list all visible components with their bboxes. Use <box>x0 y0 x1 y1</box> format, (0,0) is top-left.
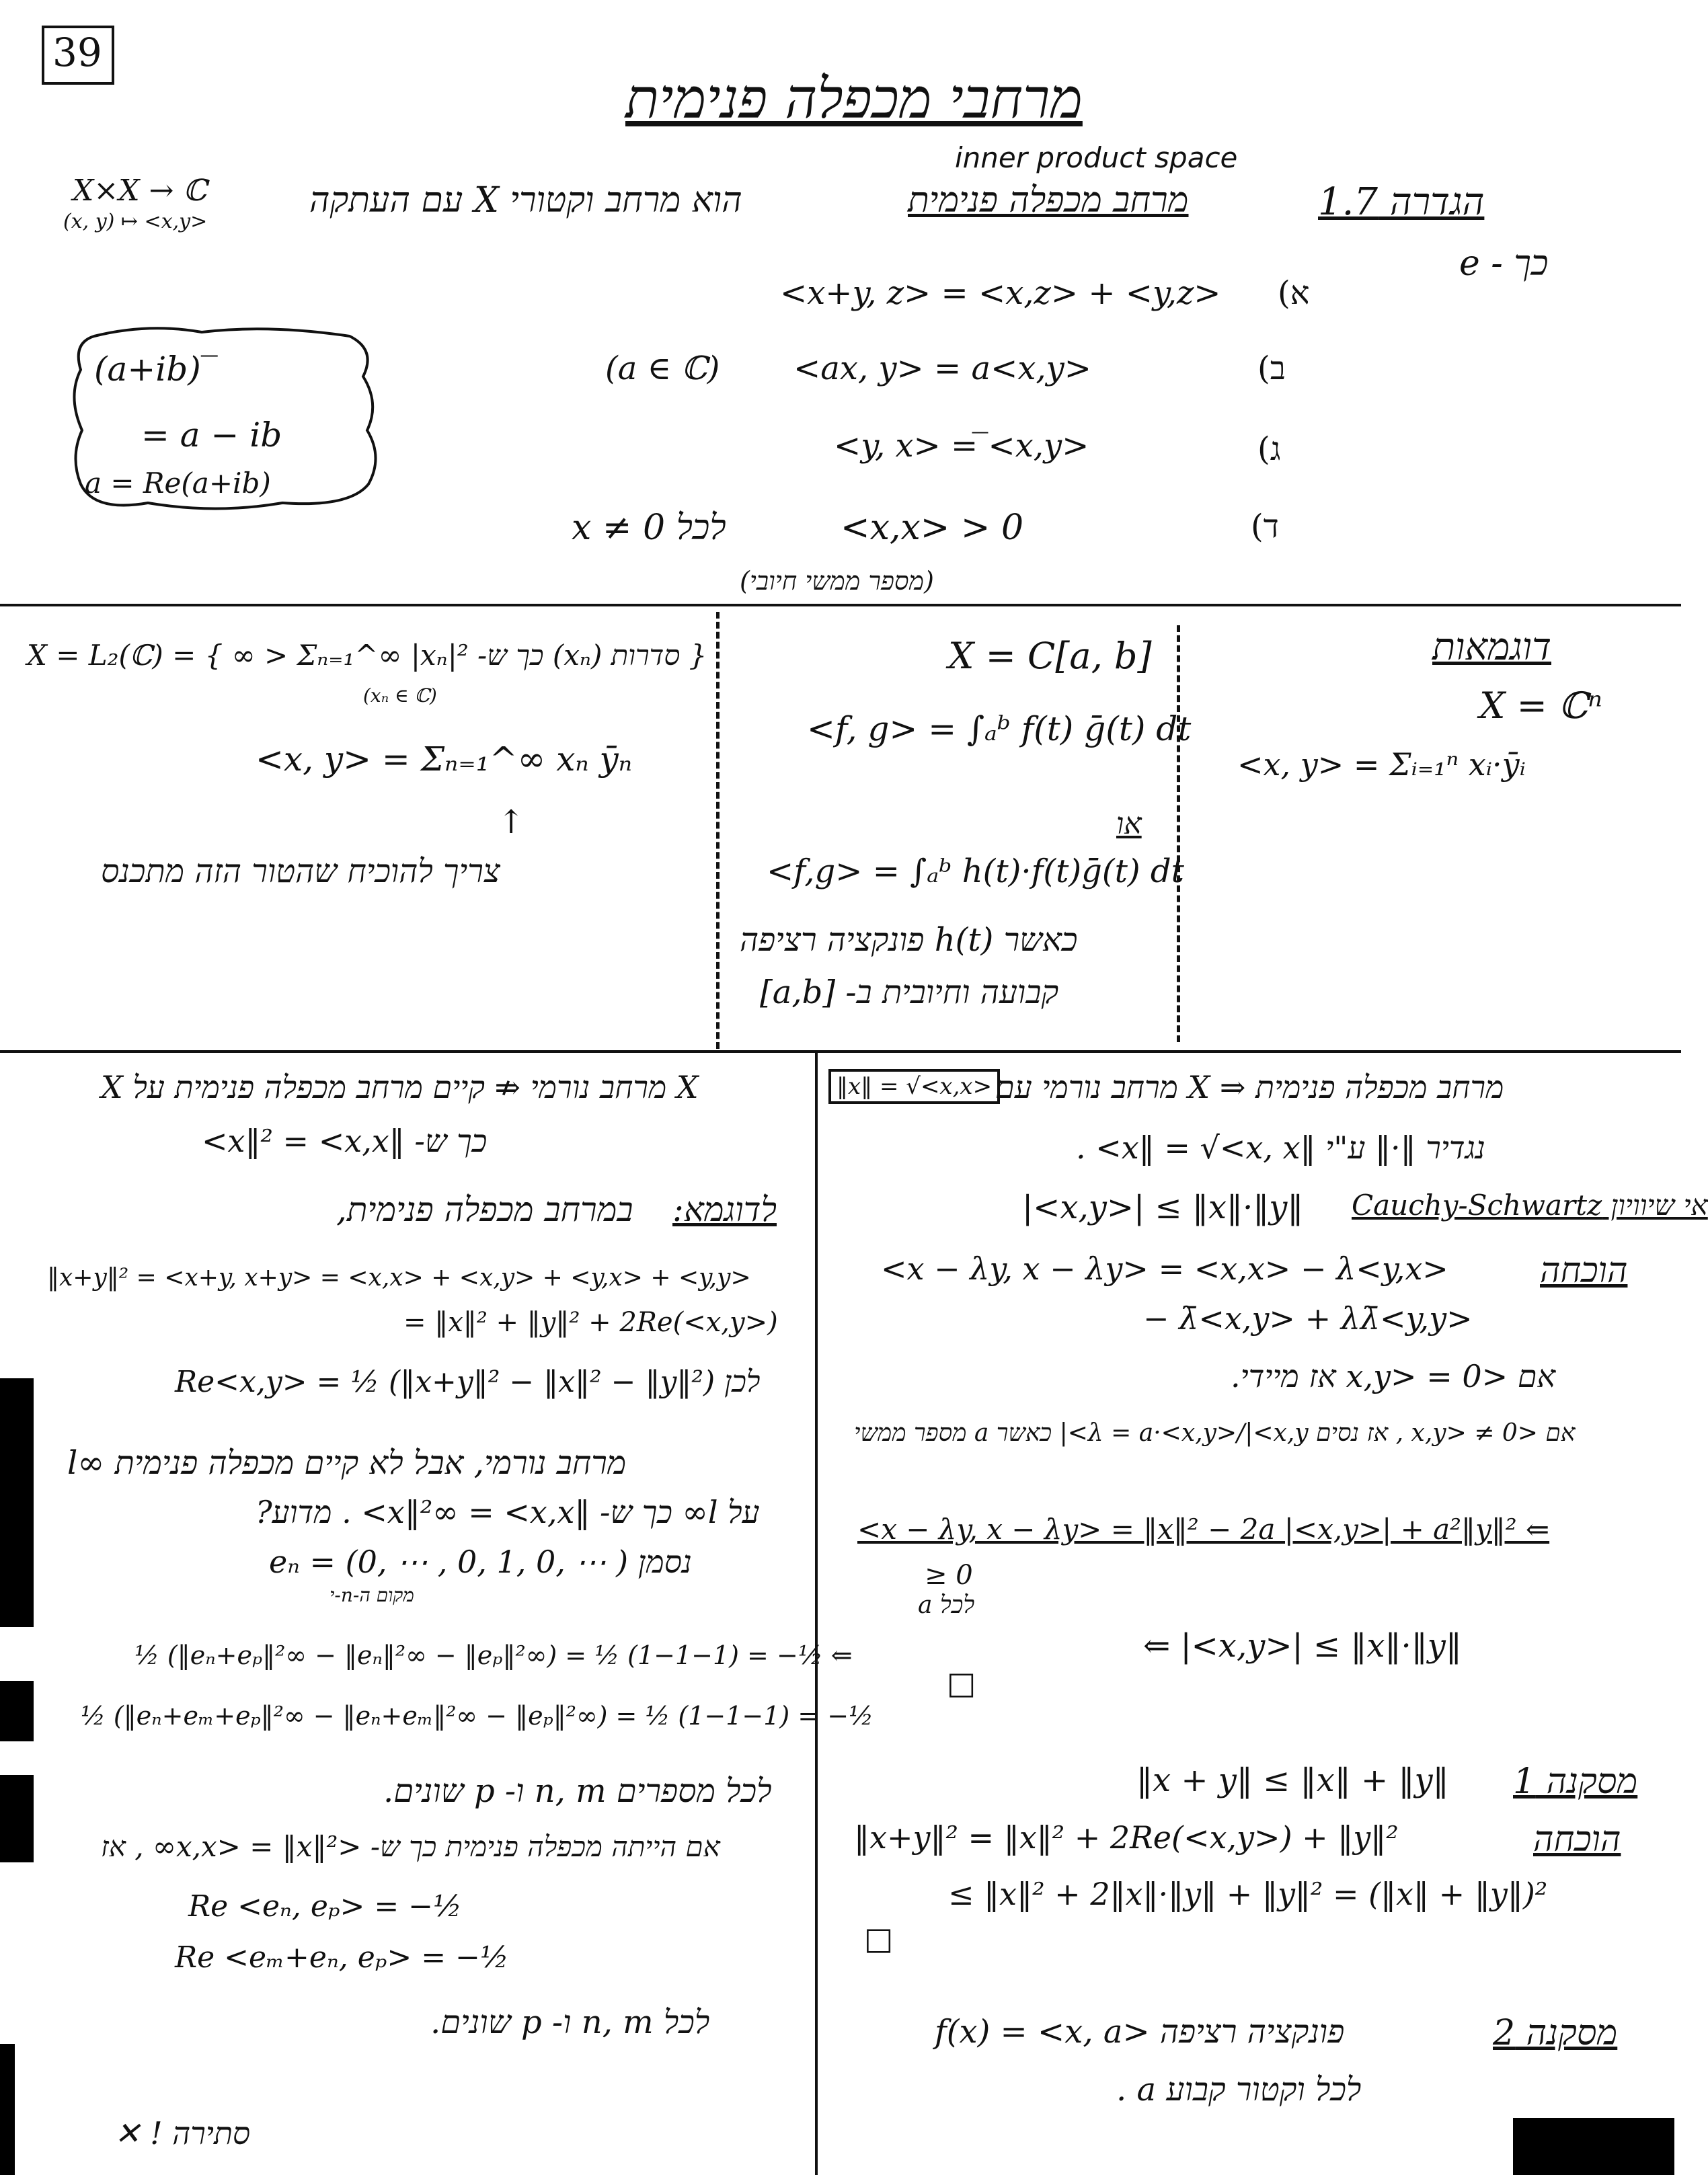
ex3-arrow: ↑ <box>498 803 525 841</box>
lc-e5: על l∞ כך ש- ‖x‖²∞ = <x,x> . מדוע? <box>256 1494 760 1530</box>
lc-e14: סתירה ! ✕ <box>114 2115 251 2151</box>
ex3-note: צריך להוכיח שהטור הזה מתכנס <box>101 853 500 890</box>
definition-label: הגדרה 1.7 <box>1318 180 1485 224</box>
rc-p5: <x − λy, x − λy> = ‖x‖² − 2a |<x,y>| + a²‖y‖² ⇐ <box>857 1513 1550 1546</box>
lc-e9: לכל מספרים n, m ו- p שונים. <box>383 1772 772 1810</box>
rc-cs-label: אי שיוויון Cauchy-Schwartz <box>1352 1189 1708 1222</box>
lc-e6: נסמן eₙ = (0, ⋯ , 0, 1, 0, ⋯ ) <box>269 1544 692 1580</box>
divider-top <box>0 604 1681 606</box>
ex1-ip: <x, y> = Σᵢ₌₁ⁿ xᵢ·ȳᵢ <box>1237 746 1526 783</box>
conj-line2: = a − ib <box>141 416 282 454</box>
lc-e7: ½ (‖eₙ+eₚ‖²∞ − ‖eₙ‖²∞ − ‖eₚ‖²∞) = ½ (1−1−1) = −½ ⇐ <box>134 1640 853 1670</box>
divider-ex1-ex2 <box>1177 625 1180 1042</box>
lc-e11: Re <eₙ, eₚ> = −½ <box>188 1889 462 1924</box>
rc-c1-label: מסקנה 1 <box>1513 1762 1638 1802</box>
ex2-ip2: <f,g> = ∫ₐᵇ h(t)·f(t)ḡ(t) dt <box>767 853 1184 890</box>
rc-c1-p1: ‖x+y‖² = ‖x‖² + 2Re(<x,y>) + ‖y‖² <box>854 1819 1399 1856</box>
rc-c2-label: מסקנה 2 <box>1493 2013 1618 2053</box>
rc-p5b: ≥ 0 <box>925 1560 973 1591</box>
axiom-a-label: א) <box>1278 274 1310 312</box>
rc-p4: אם <x,y> ≠ 0 , אז נסים λ = a·<x,y>/|<x,y>| כאשר a מספר ממשי <box>854 1419 1576 1447</box>
definition-text: הוא מרחב וקטורי X עם העתקה <box>309 180 742 221</box>
lc-e6b: מקום ה-n-י <box>329 1584 414 1606</box>
rc-p5c: לכל a <box>918 1591 975 1619</box>
rc-p2: − λ̄<x,y> + λλ̄<y,y> <box>1143 1300 1473 1337</box>
lc-e2: = ‖x‖² + ‖y‖² + 2Re(<x,y>) <box>403 1307 778 1338</box>
axiom-c-label: ג) <box>1257 430 1281 468</box>
definition-note: (מספר ממשי חיובי) <box>740 566 934 596</box>
redaction-left-1 <box>0 1378 34 1627</box>
axiom-a-formula: <x+y, z> = <x,z> + <y,z> <box>780 274 1221 312</box>
divider-ex2-ex3 <box>716 612 720 1049</box>
axiom-c-formula: <y, x> = ̅<x,y> <box>834 427 1089 465</box>
lc-e12: Re <eₘ+eₙ, eₚ> = −½ <box>175 1940 509 1975</box>
axiom-b-label: ב) <box>1257 350 1286 387</box>
axiom-d-formula: <x,x> > 0 <box>841 508 1024 548</box>
lc-e3: לכן Re<x,y> = ½ (‖x+y‖² − ‖x‖² − ‖y‖²) <box>175 1365 761 1399</box>
divider-middle <box>0 1050 1681 1053</box>
definition-english: inner product space <box>955 141 1238 174</box>
lc-example-text: במרחב מכפלה פנימית, <box>336 1190 633 1229</box>
ex3-ip: <x, y> = Σₙ₌₁^∞ xₙ ȳₙ <box>256 740 633 779</box>
rc-c1-proof-label: הוכחה <box>1533 1819 1621 1860</box>
lc-e8: ½ (‖eₙ+eₘ+eₚ‖²∞ − ‖eₙ+eₘ‖²∞ − ‖eₚ‖²∞) = ½ (1−1−1) = −½ <box>81 1701 874 1731</box>
rc-define-norm: נגדיר ‖·‖ ע"י ‖x‖ = √<x, x> . <box>1076 1130 1485 1166</box>
divider-columns <box>815 1053 818 2175</box>
ex1-space: X = ℂⁿ <box>1479 684 1602 727</box>
lc-example-label: לדוגמא: <box>672 1190 777 1229</box>
definition-text2: כך - e <box>1459 243 1549 284</box>
page-number: 39 <box>52 30 102 75</box>
rc-cs: |<x,y>| ≤ ‖x‖·‖y‖ <box>1022 1189 1304 1226</box>
redaction-left-3 <box>0 1775 34 1862</box>
rc-c1-p2: ≤ ‖x‖² + 2‖x‖·‖y‖ + ‖y‖² = (‖x‖ + ‖y‖)² <box>948 1876 1548 1912</box>
ex2-or: או <box>1116 807 1142 841</box>
axiom-b-cond: (a ∈ ℂ) <box>605 350 720 387</box>
ex2-cond1: כאשר h(t) פונקציה רציפה <box>740 921 1078 959</box>
ex2-cond2: קבועה וחיובית ב- [a,b] <box>760 974 1059 1011</box>
redaction-bottom-right <box>1513 2118 1674 2175</box>
examples-heading: דוגמאות <box>1432 625 1551 669</box>
lc-e4: l∞ מרחב נורמי, אבל לא קיים מכפלה פנימית <box>67 1444 627 1482</box>
redaction-left-2 <box>0 1681 34 1741</box>
ex2-space: X = C[a, b] <box>948 635 1152 677</box>
rc-p1: <x − λy, x − λy> = <x,x> − λ<y,x> <box>881 1251 1448 1287</box>
definition-map1: X×X → ℂ <box>73 173 207 208</box>
rc-proof-label: הוכחה <box>1540 1251 1628 1291</box>
page-title: מרחבי מכפלה פנימית <box>625 67 1083 131</box>
lc-header: X מרחב נורמי ⇏ קיים מרחב מכפלה פנימית על X <box>101 1069 699 1105</box>
definition-term: מרחב מכפלה פנימית <box>908 180 1189 221</box>
rc-c2b: לכל וקטור קבוע a . <box>1116 2071 1362 2108</box>
rc-header: מרחב מכפלה פנימית ⇒ X מרחב נורמי עם <box>995 1069 1504 1105</box>
rc-qed1: □ <box>947 1665 976 1701</box>
lc-e10: אם הייתה מכפלה פנימית כך ש- <x,x> = ‖x‖²∞ , אז <box>101 1830 720 1863</box>
lc-e1: ‖x+y‖² = <x+y, x+y> = <x,x> + <x,y> + <y,x> + <y,y> <box>47 1264 751 1292</box>
rc-p3: אם <x,y> = 0 אז מיידי. <box>1231 1358 1556 1394</box>
ex2-ip: <f, g> = ∫ₐᵇ f(t) ḡ(t) dt <box>807 709 1192 748</box>
conj-line3: a = Re(a+ib) <box>85 467 271 500</box>
ex3-space: { סדרות (xₙ) כך ש- Σₙ₌₁^∞ |xₙ|² < ∞ } = X = L₂(ℂ) <box>27 639 707 672</box>
axiom-b-formula: <ax, y> = a<x,y> <box>793 350 1091 387</box>
axiom-d-label: ד) <box>1251 508 1279 545</box>
lc-e13: לכל n, m ו- p שונים. <box>430 2004 710 2041</box>
rc-qed2: □ <box>864 1920 894 1956</box>
axiom-d-cond: לכל 0 ≠ x <box>572 508 726 548</box>
rc-p6: ⇐ |<x,y>| ≤ ‖x‖·‖y‖ <box>1143 1627 1462 1665</box>
rc-c1: ‖x + y‖ ≤ ‖x‖ + ‖y‖ <box>1136 1762 1449 1799</box>
rc-header-box: ‖x‖ = √<x,x> <box>828 1069 1000 1104</box>
lc-header2: כך ש- ‖x‖² = <x,x> <box>202 1123 488 1159</box>
conj-line1: (a+ib)‾ <box>94 350 218 389</box>
rc-c2: f(x) = <x, a> פונקציה רציפה <box>935 2013 1345 2051</box>
definition-map2: (x, y) ↦ <x,y> <box>63 210 208 233</box>
redaction-left-4 <box>0 2044 15 2175</box>
ex3-sub: (xₙ ∈ ℂ) <box>363 684 437 707</box>
